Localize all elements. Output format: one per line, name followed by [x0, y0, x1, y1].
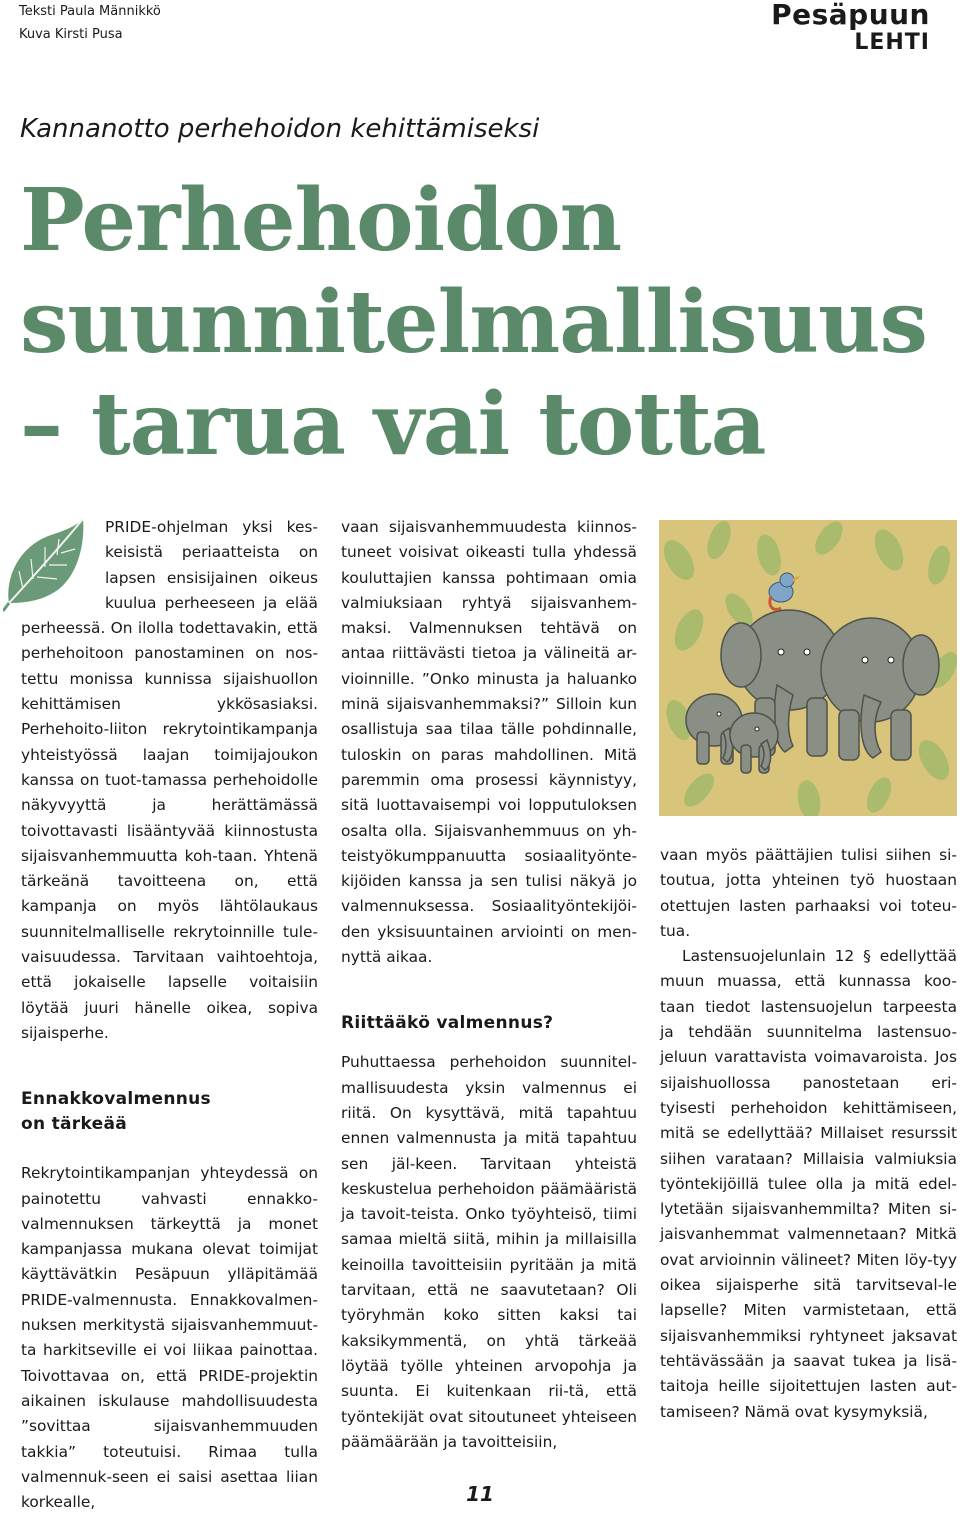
- headline-line-2: suunnitelmallisuus: [20, 272, 927, 373]
- paragraph: Puhuttaessa perhehoidon suunnitel-mallisuudesta yksin valmennus ei riitä. On kysyttävä, mitä tapahtuu ennen valmennusta ja mitä tapahtuu sen jäl-keen. Tarvitaan yhteistä keskustelua perhehoidon päämääristä ja tavoit-teista. Onko työyhteisö, tiimi samaa mieltä siitä, mihin ja millaisilla keinoilla tavoitteisiin pyritään ja mitä tarvitaan, että ne saavutetaan? Oli työryhmän koko sitten kaksi tai kaksikymmentä, on yhtä tärkeää löytää työlle yhteinen arvopohja ja suunta. Ei kuitenkaan rii-tä, että työntekijät ovat sitoutuneet yhteiseen päämäärään ja tavoitteisiin,: [341, 1053, 637, 1451]
- column-3: [660, 843, 957, 1425]
- section-heading: [21, 1087, 318, 1137]
- elephant-family-illustration: [659, 520, 957, 816]
- section-heading-line-1: Ennakkovalmennus: [21, 1089, 211, 1110]
- masthead-sub: LEHTI: [854, 30, 930, 55]
- paragraph: vaan myös päättäjien tulisi siihen si-toutua, jotta yhteinen työ huostaan otettujen lasten parhaaksi voi toteu-tua.: [660, 846, 957, 940]
- section-heading-line-2: on tärkeää: [21, 1114, 128, 1135]
- text-credit: Teksti Paula Männikkö: [19, 4, 161, 19]
- paragraph: Lastensuojelunlain 12 § edellyttää muun muassa, että kunnassa koo-taan tiedot lastensuojelun tarpeesta ja tehdään suunnitelma lastensuo-jeluun varattavista voimavaroista. Jos sijaishuollossa panostetaan eri-tyisesti perhehoidon kehittämiseen, mitä se edellyttää? Millaiset resurssit siihen varataan? Millaisia valmiuksia työntekijöillä tulee olla ja mitä edel-lytetään sijaisvanhemmilta? Miten si-jaisvanhemmat valmennetaan? Mitkä ovat arvioinnin välineet? Miten löy-tyy oikea sijaisperhe sitä tarvitseval-le lapselle? Miten varmistetaan, että sijaisvanhemmiksi ryhtyneet jaksavat tehtävässään ja saavat tukea ja lisä-taitoja heille sijoitettujen lasten aut-tamiseen? Nämä ovat kysymyksiä,: [660, 947, 957, 1421]
- masthead-brand: Pesäpuun: [771, 0, 930, 31]
- paragraph: vaan sijaisvanhemmuudesta kiinnos-tuneet voisivat oikeasti tulla yhdessä kouluttajien kanssa pohtimaan omia valmiuksiaan ryhtyä sijaisvanhem-maksi. Valmennuksen tehtävä on antaa riittävästi tietoa ja välineitä ar-vioinnille. ”Onko minusta ja haluanko minä sijaisvanhemmaksi?” Silloin kun osallistuja saa tilaa tälle pohdinnalle, tuloskin on paras mahdollinen. Mitä paremmin oma prosessi käynnistyy, sitä luottavaisempi voi lopputuloksen osalta olla. Sijaisvanhemmuus on yh-teistyökumppanuutta sosiaalityönte-kijöiden kanssa ja sen tulisi näkyä jo valmennuksessa. Sosiaalityöntekijöi-den yksisuuntainen arviointi on men-nyttä aikaa.: [341, 518, 637, 967]
- masthead: [771, 0, 930, 54]
- leaf-icon: [3, 515, 95, 615]
- headline-line-3: – tarua vai totta: [20, 374, 766, 475]
- headline: [20, 170, 950, 476]
- headline-line-1: Perhehoidon: [20, 170, 622, 271]
- column-2: [341, 515, 637, 1455]
- photo-credit: Kuva Kirsti Pusa: [19, 27, 123, 42]
- paragraph: Rekrytointikampanjan yhteydessä on painotettu vahvasti ennakko-valmennuksen tärkeyttä ja monet kampanjassa mukana olevat toimijat käyttävätkin Pesäpuun ylläpitämää PRIDE-valmennusta. Ennakkovalmen-nuksen merkitystä sijaisvanhemmuut-ta harkitseville ei voi liikaa painottaa. Toivottavaa on, että PRIDE-projektin aikainen iskulause mahdollisuudesta ”sovittaa sijaisvanhemmuuden takkia” toteutuisi. Rimaa tulla valmennuk-seen ei saisi asettaa liian korkealle,: [21, 1164, 318, 1512]
- paragraph: PRIDE-ohjelman yksi kes-keisistä periaatteista on lapsen ensisijainen oikeus kuulua perheeseen ja elää perheessä. On ilolla todettavakin, että perhehoitoon panostaminen on nos-tettu monissa kunnissa sijaishuollon kehittämisen ykkösasiaksi. Perhehoito-liiton rekrytointikampanja yhteistyössä laajan toimijajoukon kanssa on tuot-tamassa perhehoidolle näkyvyyttä ja herättämässä toivottavasti lisääntyvää kiinnostusta sijaisvanhemmuutta koh-taan. Yhtenä tärkeänä tavoitteena on, että kampanja on myös lähtölaukaus suunnitelmalliselle rekrytoinnille tule-vaisuudessa. Tarvitaan vaihtoehtoja, että jokaiselle lapselle voitaisiin löytää juuri hänelle oikea, sopiva sijaisperhe.: [21, 518, 318, 1042]
- section-heading: Riittääkö valmennus?: [341, 1013, 554, 1034]
- page-number: 11: [466, 1482, 494, 1506]
- byline-credits: [19, 0, 161, 46]
- column-1: [21, 515, 318, 1515]
- kicker: Kannanotto perhehoidon kehittämiseksi: [20, 114, 540, 144]
